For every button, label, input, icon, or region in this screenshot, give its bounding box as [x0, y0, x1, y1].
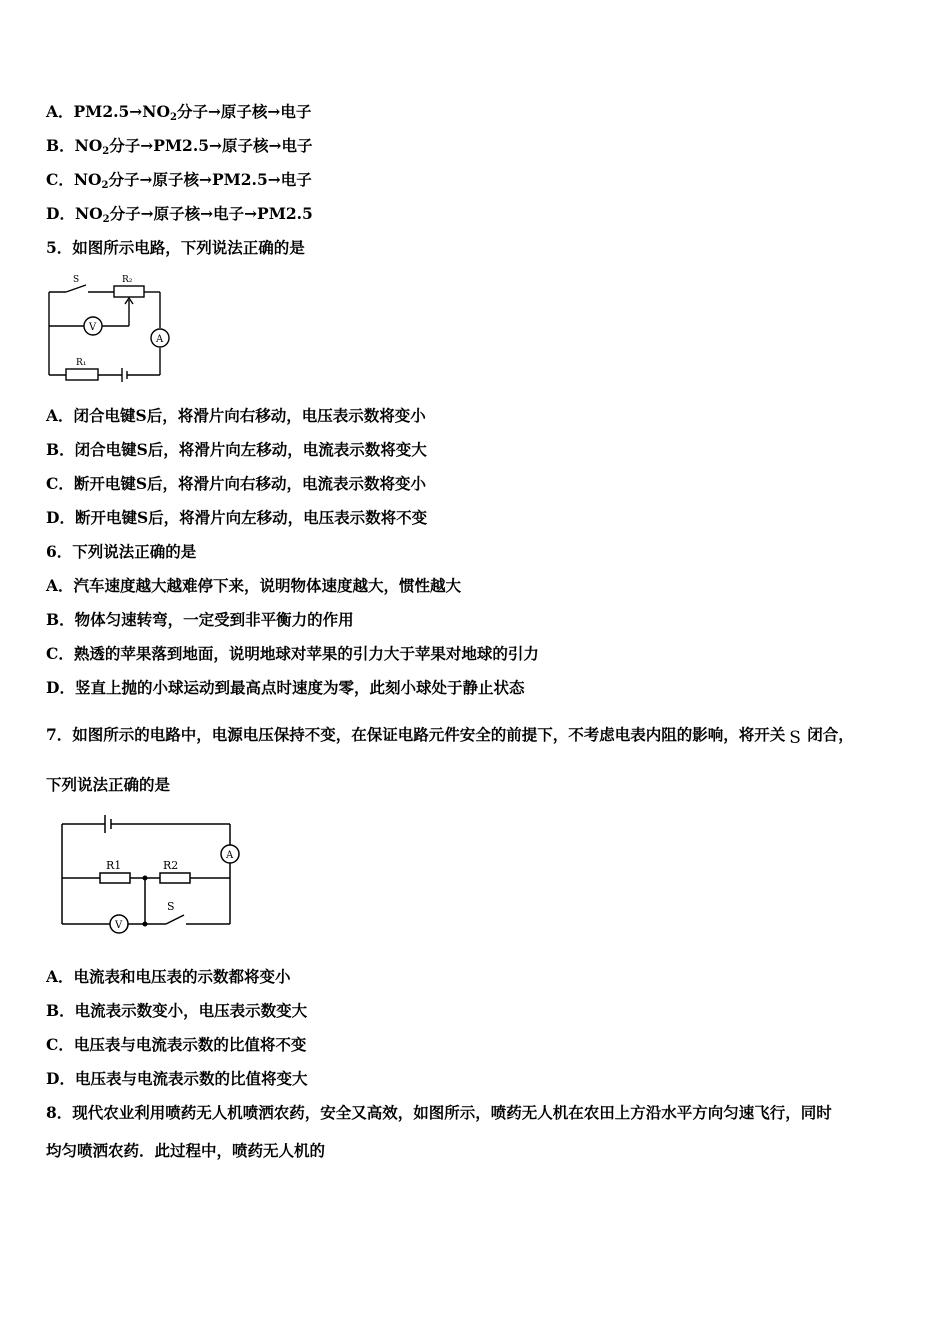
q5-option-d: D．断开电键S后，将滑片向左移动，电压表示数将不变 — [46, 508, 428, 527]
q6-stem: 6．下列说法正确的是 — [46, 542, 197, 561]
q6-option-c: C．熟透的苹果落到地面，说明地球对苹果的引力大于苹果对地球的引力 — [46, 644, 539, 663]
q7-circuit-diagram — [58, 812, 248, 938]
q7-switch-label: S — [167, 900, 175, 913]
q7-stem-line1: 7．如图所示的电路中，电源电压保持不变，在保证电路元件安全的前提下，不考虑电表内阻的影响，将开关 S 闭合， — [46, 725, 854, 748]
q7-option-d: D．电压表与电流表示数的比值将变大 — [46, 1069, 308, 1088]
q7-stem-line2: 下列说法正确的是 — [46, 775, 171, 794]
q5-voltmeter-label: V — [89, 322, 97, 333]
q7-r1-label: R1 — [106, 859, 122, 872]
q5-circuit-diagram — [44, 270, 174, 386]
q4-option-d: D．$NO_2$分子→原子核→电子→PM2.5 — [46, 204, 313, 225]
q7-option-a: A．电流表和电压表的示数都将变小 — [46, 967, 291, 986]
q8-stem-line1: 8．现代农业利用喷药无人机喷洒农药，安全又高效，如图所示，喷药无人机在农田上方沿水平方向匀速飞行，同时 — [46, 1103, 832, 1122]
q7-option-c: C．电压表与电流表示数的比值将不变 — [46, 1035, 307, 1054]
q7-switch-symbol: S — [789, 728, 801, 748]
q4-option-a: A．$PM2.5\to NO_2$分子→原子核→电子 — [46, 102, 312, 123]
q5-option-a: A．闭合电键S后，将滑片向右移动，电压表示数将变小 — [46, 406, 426, 425]
q7-option-b: B．电流表示数变小，电压表示数变大 — [46, 1001, 308, 1020]
q4-option-b: B．$NO_2$分子→PM2.5→原子核→电子 — [46, 136, 313, 157]
q4-option-c: C．$NO_2$分子→原子核→PM2.5→电子 — [46, 170, 312, 191]
q5-stem: 5．如图所示电路，下列说法正确的是 — [46, 238, 305, 257]
q6-option-a: A．汽车速度越大越难停下来，说明物体速度越大，惯性越大 — [46, 576, 462, 595]
q7-ammeter-label: A — [226, 850, 234, 861]
q7-r2-label: R2 — [163, 859, 179, 872]
q8-stem-line2: 均匀喷洒农药．此过程中，喷药无人机的 — [46, 1141, 326, 1160]
q7-voltmeter-label: V — [115, 920, 123, 931]
q5-rheostat-label: R₂ — [122, 275, 133, 285]
q6-option-d: D．竖直上抛的小球运动到最高点时速度为零，此刻小球处于静止状态 — [46, 678, 525, 697]
q5-option-b: B．闭合电键S后，将滑片向左移动，电流表示数将变大 — [46, 440, 427, 459]
q5-option-c: C．断开电键S后，将滑片向右移动，电流表示数将变小 — [46, 474, 427, 493]
q5-ammeter-label: A — [156, 334, 164, 345]
q5-resistor-label: R₁ — [76, 358, 87, 368]
q6-option-b: B．物体匀速转弯，一定受到非平衡力的作用 — [46, 610, 354, 629]
q5-switch-label: S — [73, 275, 80, 285]
